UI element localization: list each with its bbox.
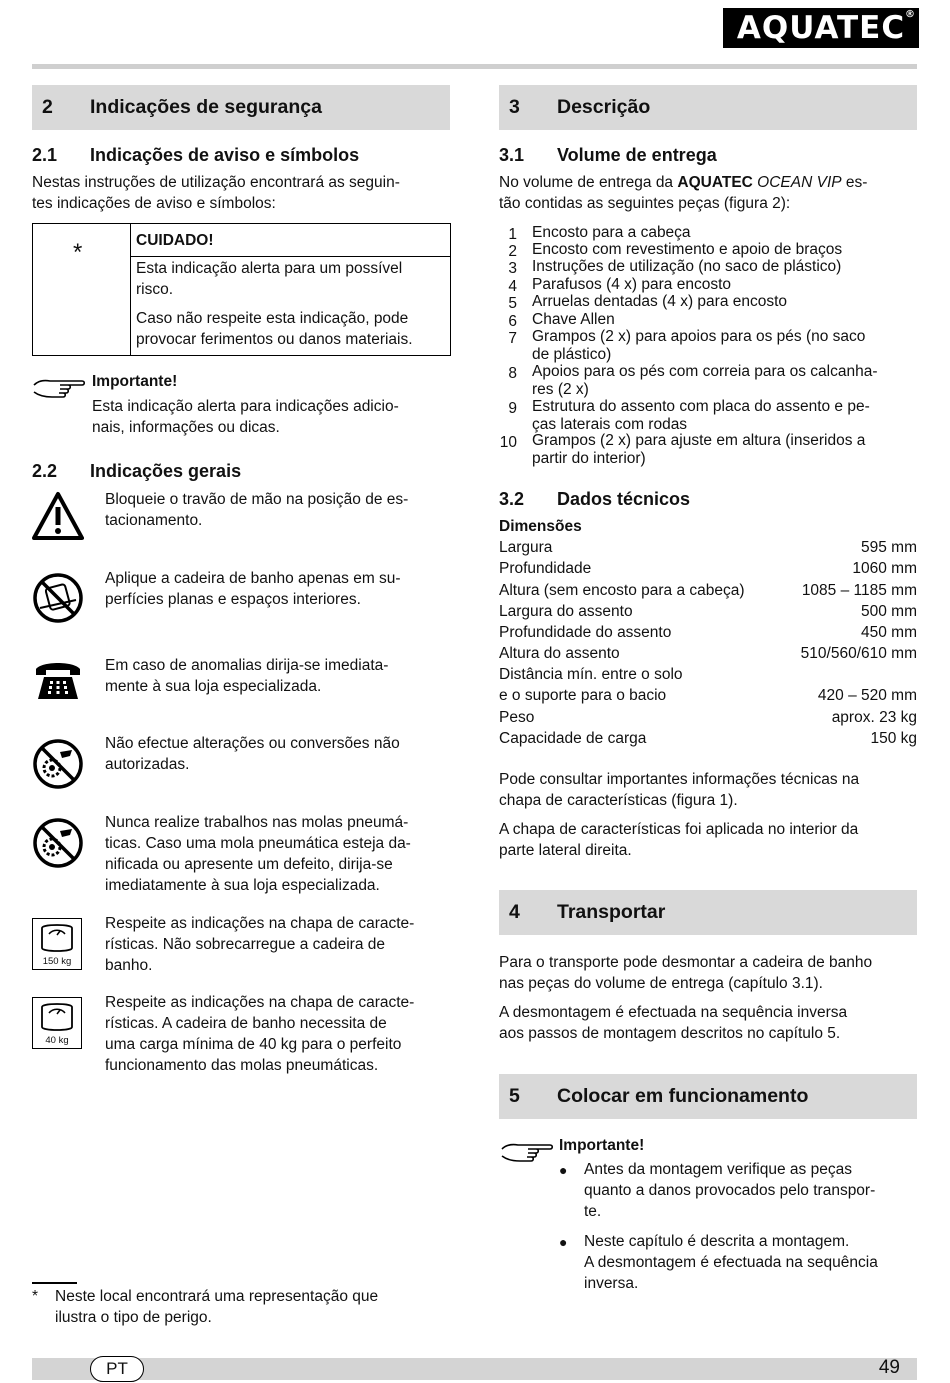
pointing-hand-icon — [32, 375, 86, 405]
tech-row: Largura 595 mm — [499, 539, 917, 556]
section-5-important-title: Importante! — [559, 1137, 645, 1154]
bullet-dot: ● — [559, 1234, 568, 1250]
pointing-hand-icon — [500, 1139, 554, 1169]
tech-row: Altura do assento 510/560/610 mm — [499, 645, 917, 662]
tech-row: e o suporte para o bacio 420 – 520 mm — [499, 687, 917, 704]
no-spring-work-icon — [32, 817, 84, 869]
general-item-2: Aplique a cadeira de banho apenas em su- perfícies planas e espaços interiores. — [105, 570, 401, 608]
language-badge: PT — [90, 1356, 144, 1382]
warning-triangle-icon — [32, 490, 84, 542]
caution-box — [32, 223, 451, 356]
scale-150kg-icon: 150 kg — [32, 918, 82, 970]
aquatec-logo: AQUATEC ® — [723, 8, 919, 48]
tech-row: Profundidade 1060 mm — [499, 560, 917, 577]
footnote-rule — [32, 1282, 77, 1284]
tech-dimensions-heading: Dimensões — [499, 518, 582, 535]
tech-row: Altura (sem encosto para a cabeça) 1085 – 1185 mm — [499, 582, 917, 599]
section-4-heading: 4 Transportar — [499, 890, 917, 935]
tech-row: Peso aprox. 23 kg — [499, 709, 917, 726]
caution-title: CUIDADO! — [136, 232, 214, 249]
section-5-heading: 5 Colocar em funcionamento — [499, 1074, 917, 1119]
section-4-paragraph-1: Para o transporte pode desmontar a cadeira de banho nas peças do volume de entrega (capítulo 3.1). — [499, 954, 873, 992]
general-item-4: Não efectue alterações ou conversões não autorizadas. — [105, 735, 400, 773]
bullet-dot: ● — [559, 1162, 568, 1178]
section-5-bullet-2: Neste capítulo é descrita a montagem. A desmontagem é efectuada na sequência inversa. — [584, 1233, 878, 1292]
general-item-3: Em caso de anomalias dirija-se imediata- mente à sua loja especializada. — [105, 657, 389, 695]
general-item-5: Nunca realize trabalhos nas molas pneumá- ticas. Caso uma mola pneumática esteja da- nificada ou apresente um defeito, dirija-se imediatamente à sua loja especializada. — [105, 814, 411, 894]
subsection-2-1-intro: Nestas instruções de utilização encontrará as seguin- tes indicações de aviso e símbolos: — [32, 174, 400, 212]
page-number: 49 — [878, 1357, 900, 1378]
no-slope-icon — [32, 572, 84, 624]
important-title: Importante! — [92, 373, 178, 390]
footnote-star: * — [32, 1288, 39, 1305]
telephone-icon — [32, 655, 84, 707]
tech-row: Distância mín. entre o solo — [499, 666, 683, 683]
no-modification-icon — [32, 738, 84, 790]
section-3-heading: 3 Descrição — [499, 85, 917, 130]
section-2-heading: 2 Indicações de segurança — [32, 85, 450, 130]
hazard-symbol-placeholder: * — [73, 239, 83, 266]
header-rule — [32, 64, 917, 69]
tech-row: Largura do assento 500 mm — [499, 603, 917, 620]
tech-note-1: Pode consultar importantes informações técnicas na chapa de características (figura 1). — [499, 771, 860, 809]
caution-consequence: Caso não respeite esta indicação, pode provocar ferimentos ou danos materiais. — [136, 310, 413, 348]
tech-note-2: A chapa de características foi aplicada no interior da parte lateral direita. — [499, 821, 859, 859]
footer-bar — [32, 1358, 917, 1380]
general-item-6: Respeite as indicações na chapa de caracte- rísticas. Não sobrecarregue a cadeira de banho. — [105, 915, 415, 974]
general-item-7: Respeite as indicações na chapa de caracte- rísticas. A cadeira de banho necessita de uma carga mínima de 40 kg para o perfeito funcionamento das molas pneumáticas. — [105, 994, 415, 1074]
important-text: Esta indicação alerta para indicações adicio- nais, informações ou dicas. — [92, 398, 399, 436]
subsection-3-1-intro: No volume de entrega da AQUATEC OCEAN VIP es- tão contidas as seguintes peças (figura 2): — [499, 174, 868, 212]
caution-text: Esta indicação alerta para um possível risco. — [136, 260, 403, 298]
tech-row: Capacidade de carga 150 kg — [499, 730, 917, 747]
general-item-1: Bloqueie o travão de mão na posição de es- tacionamento. — [105, 491, 409, 529]
section-4-paragraph-2: A desmontagem é efectuada na sequência inversa aos passos de montagem descritos no capítulo 5. — [499, 1004, 848, 1042]
section-5-bullet-1: Antes da montagem verifique as peças quanto a danos provocados pelo transpor- te. — [584, 1161, 876, 1220]
tech-row: Profundidade do assento 450 mm — [499, 624, 917, 641]
footnote-text: Neste local encontrará uma representação que ilustra o tipo de perigo. — [55, 1288, 379, 1326]
scale-40kg-icon: 40 kg — [32, 997, 82, 1049]
